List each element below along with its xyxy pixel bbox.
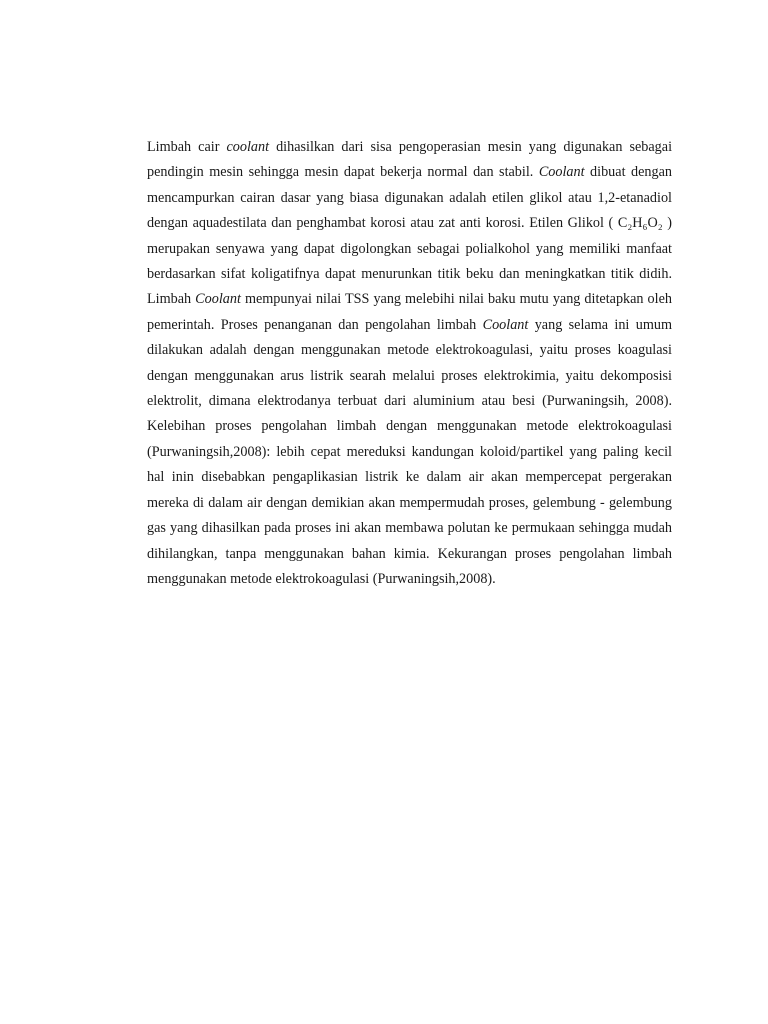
body-paragraph bbox=[147, 135, 672, 592]
italic-term: Coolant bbox=[195, 291, 241, 308]
italic-term: coolant bbox=[226, 139, 270, 155]
text-run: mempunyai nilai TSS yang melebihi nilai baku mutu yang ditetapkan oleh pemerintah. Proses penanganan dan pengolahan limbah bbox=[147, 291, 672, 333]
text-run: dibuat dengan mencampurkan cairan dasar yang biasa digunakan adalah etilen glikol atau 1,2-etanadiol dengan aquadestilata dan penghambat korosi atau zat anti korosi. Etilen Glikol ( C₂H₆O₂ ) merupakan senyawa yang dapat digolongkan sebagai polialkohol yang memiliki manfaat berdasarkan sifat koligatifnya dapat menurunkan titik beku dan meningkatkan titik didih. Limbah bbox=[147, 164, 672, 308]
italic-term: Coolant bbox=[482, 316, 529, 333]
text-run: yang selama ini umum dilakukan adalah dengan menggunakan metode elektrokoagulasi, yaitu proses koagulasi dengan menggunakan arus listrik searah melalui proses elektrokimia, yaitu dekomposisi elektrolit, dimana elektrodanya terbuat dari aluminium atau besi (Purwaningsih, 2008). Kelebihan proses pengolahan limbah dengan menggunakan metode elektrokoagulasi (Purwaningsih,2008): lebih cepat mereduksi kandungan koloid/partikel yang paling kecil hal inin disebabkan pengaplikasian listrik ke dalam air akan mempercepat pergerakan mereka di dalam air dengan demikian akan mempermudah proses, gelembung - gelembung gas yang dihasilkan pada proses ini akan membawa polutan ke permukaan sehingga mudah dihilangkan, tanpa menggunakan bahan kimia. Kekurangan proses pengolahan limbah menggunakan metode elektrokoagulasi (Purwaningsih,2008). bbox=[147, 316, 672, 587]
text-run: Limbah cair bbox=[147, 139, 227, 155]
italic-term: Coolant bbox=[538, 164, 585, 181]
text-run: dihasilkan dari sisa pengoperasian mesin yang digunakan sebagai pendingin mesin sehingga mesin dapat bekerja normal dan stabil. bbox=[147, 139, 673, 181]
